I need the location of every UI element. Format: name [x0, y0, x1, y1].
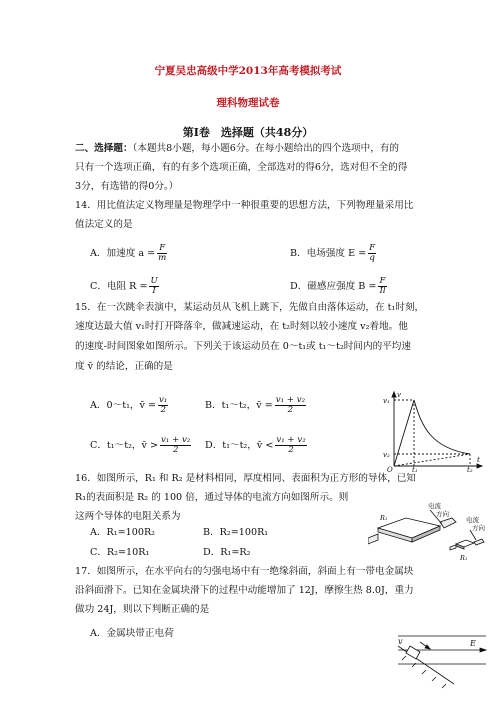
section-intro-line2: 只有一个选项正确，有的有多个选项正确，全部选对的得6分，选对但不全的得 [75, 162, 408, 173]
t2-label: t₂ [467, 466, 473, 472]
incline-hatch-1 [402, 656, 406, 660]
q17-stem-line2: 沿斜面滑下。已知在金属块滑下的过程中动能增加了 12J，摩擦生热 8.0J，重力 [75, 585, 414, 596]
current-direction-label-1b: 方向 [436, 510, 449, 518]
q15-option-b: B．t₁～t₂，v̄ = $\frac{\text{v₁ + v₂}}{2}$ [205, 395, 306, 415]
r1-label: R₁ [380, 514, 388, 522]
large-current-arrow-tail [368, 534, 378, 544]
q14-stem-line2: 值法定义的是 [75, 219, 133, 230]
deceleration-curve [414, 400, 470, 454]
fraction: $\frac{U}{I}$ [150, 276, 158, 296]
q14-option-c: C．电阻 R = $\frac{U}{I}$ [90, 276, 158, 296]
fraction: $\frac{\text{v₁ + v₂}}{2}$ [276, 435, 306, 455]
t1-label: t₁ [412, 466, 418, 472]
paper-subtitle: 理科物理试卷 [216, 97, 280, 109]
metal-block [406, 646, 420, 659]
q16-stem-line1: 16．如图所示，R₁ 和 R₂ 是材料相同，厚度相同、表面积为正方形的导体，已知 [75, 473, 416, 484]
origin-label: O [387, 466, 393, 472]
q16-option-a: A．R₁=100R₂ [90, 527, 156, 538]
q15-option-d: D．t₁～t₂，v̄ < $\frac{\text{v₁ + v₂}}{2}$ [205, 435, 306, 455]
q16-option-b: B．R₂=100R₁ [203, 527, 269, 538]
t-axis-arrow [477, 464, 482, 468]
incline-figure [394, 632, 490, 700]
incline-hatch-3 [422, 670, 426, 674]
q15-stem-line4: 度 v̄ 的结论，正确的是 [75, 361, 173, 372]
fraction: $\frac{F}{m}$ [158, 243, 167, 263]
small-current-arrow-tail [450, 545, 456, 550]
q17-stem-line1: 17．如图所示，在水平向右的匀强电场中有一绝缘斜面，斜面上有一带电金属块 [75, 566, 414, 577]
v2-label: v₂ [383, 451, 390, 459]
fraction: $\frac{F}{Il}$ [379, 276, 386, 296]
current-direction-label-1a: 电流 [428, 502, 441, 510]
average-guide [394, 454, 470, 466]
q16-option-d: D．R₁=R₂ [203, 547, 251, 558]
current-direction-label-2a: 电流 [466, 516, 479, 524]
section-intro-line3: 3分，有选错的得0分。） [75, 181, 179, 192]
fraction: $\frac{\text{v₁ + v₂}}{2}$ [161, 435, 191, 455]
v-axis-label: v [397, 391, 401, 399]
q15-stem-line3: 的速度-时间图象如图所示。下列关于该运动员在 0～t₁或 t₁～t₂时间内的平均速 [75, 341, 411, 352]
field-label: E [470, 639, 476, 648]
conductor-figure [368, 500, 492, 566]
q16-stem-line3: 这两个导体的电阻关系为 [75, 511, 181, 522]
q15-stem-line2: 速度达最大值 v₁时打开降落伞，做减速运动，在 t₂时刻以较小速度 v₂着地。他 [75, 321, 408, 332]
q15-option-c: C．t₁～t₂，v̄ > $\frac{\text{v₁ + v₂}}{2}$ [90, 435, 191, 455]
field-arrow [480, 648, 486, 652]
fraction: $\frac{\text{v₁}}{2}$ [159, 395, 168, 415]
q14-stem-line1: 14．用比值法定义物理量是物理学中一种很重要的思想方法，下列物理量采用比 [75, 200, 414, 211]
section-intro-line1: 二、选择题：（本题共8小题，每小题6分。在每小题给出的四个选项中，有的 [75, 143, 400, 154]
velocity-label: v [398, 637, 403, 646]
q17-option-a: A．金属块带正电荷 [90, 628, 174, 639]
q15-stem-line1: 15．在一次跳伞表演中，某运动员从飞机上跳下，先做自由落体运动，在 t₁时刻， [75, 302, 425, 313]
q17-stem-line3: 做功 24J，则以下判断正确的是 [75, 604, 210, 615]
incline-hatch-4 [432, 677, 436, 681]
fraction: $\frac{\text{v₁ + v₂}}{2}$ [275, 395, 306, 415]
v-axis-arrow [392, 392, 396, 397]
section-heading: 二、选择题： [75, 143, 133, 154]
current-direction-label-2b: 方向 [472, 524, 485, 532]
t-axis-label: t [477, 456, 480, 464]
fraction: $\frac{F}{q}$ [369, 243, 376, 263]
incline-hatch-5 [442, 684, 446, 688]
q16-stem-line2: R₁的表面积是 R₂ 的 100 倍，通过导体的电流方向如图所示。则 [75, 492, 349, 503]
free-fall-segment [394, 400, 414, 466]
q14-option-b: B．电场强度 E = $\frac{F}{q}$ [290, 243, 376, 263]
q16-option-c: C．R₂=10R₁ [90, 547, 150, 558]
q15-option-a: A．0～t₁，v̄ = $\frac{\text{v₁}}{2}$ [90, 395, 168, 415]
large-current-arrow-head [440, 518, 456, 528]
r2-label: R₁ [460, 554, 468, 562]
part-heading: 第Ⅰ卷 选择题（共48分） [182, 126, 314, 139]
v1-label: v₁ [383, 397, 390, 405]
velocity-time-graph [374, 388, 486, 472]
q14-option-a: A．加速度 a = $\frac{F}{m}$ [90, 243, 167, 263]
q14-option-d: D．磁感应强度 B = $\frac{F}{Il}$ [290, 276, 386, 296]
incline-hatch-2 [412, 663, 416, 667]
exam-title: 宁夏吴忠高级中学2013年高考模拟考试 [154, 65, 342, 77]
